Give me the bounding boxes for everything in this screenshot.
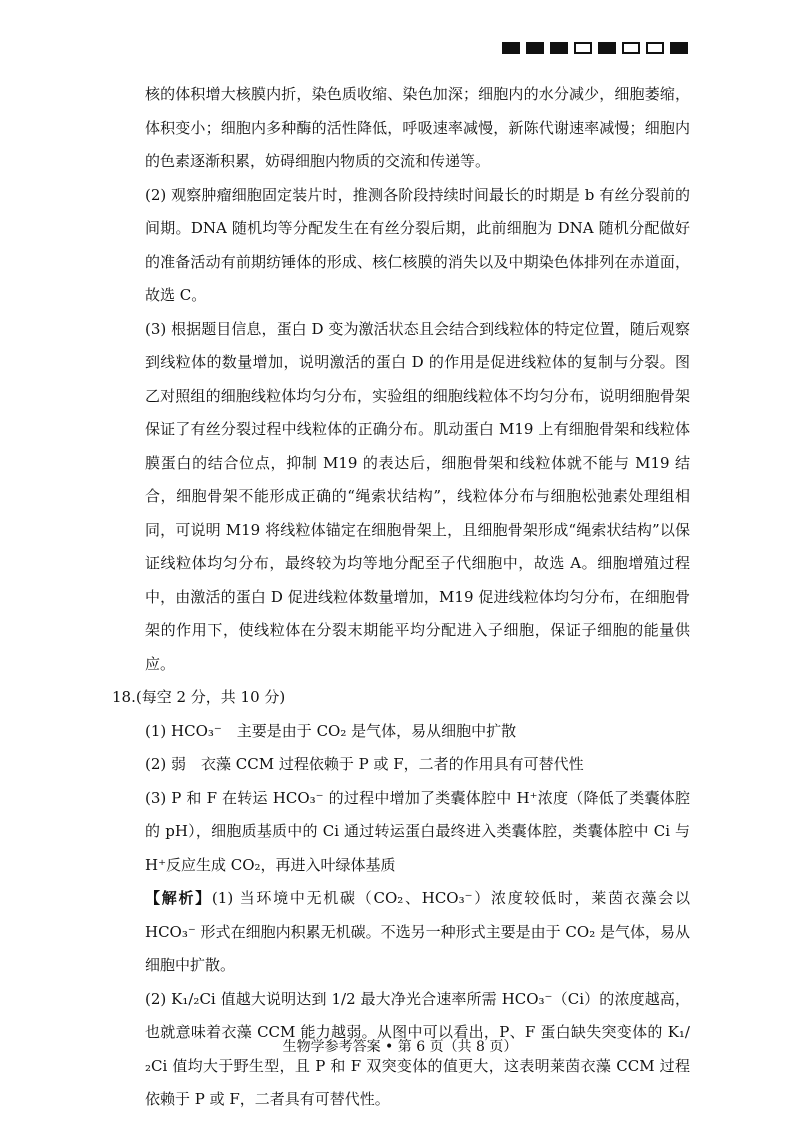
q18-explanation-1-text: (1) 当环境中无机碳（CO₂、HCO₃⁻）浓度较低时，莱茵衣藻会以 HCO₃⁻ 形式在细胞内积累无机碳。不选另一种形式主要是由于 CO₂ 是气体，易从细胞中扩散。 — [145, 889, 690, 974]
header-mark — [670, 42, 688, 54]
q18-heading — [112, 681, 690, 715]
header-mark — [622, 42, 640, 54]
q18-answer-2: (2) 弱 衣藻 CCM 过程依赖于 P 或 F，二者的作用具有可替代性 — [145, 755, 584, 773]
answer-content — [112, 78, 690, 1117]
q17-paragraph-3: (3) 根据题目信息，蛋白 D 变为激活状态且会结合到线粒体的特定位置，随后观察到线粒体的数量增加，说明激活的蛋白 D 的作用是促进线粒体的复制与分裂。图乙对照组的细胞线粒体均匀分布，实验组的细胞线粒体不均匀分布，说明细胞骨架保证了有丝分裂过程中线粒体的正确分布。肌动蛋白 M19 上有细胞骨架和线粒体膜蛋白的结合位点，抑制 M19 的表达后，细胞骨架和线粒体就不能与 M19 结合，细胞骨架不能形成正确的“绳索状结构”，线粒体分布与细胞松弛素处理组相同，可说明 M19 将线粒体锚定在细胞骨架上，且细胞骨架形成“绳索状结构”以保证线粒体均匀分布，最终较为均等地分配至子代细胞中，故选 A。细胞增殖过程中，由激活的蛋白 D 促进线粒体数量增加，M19 促进线粒体均匀分布，在细胞骨架的作用下，使线粒体在分裂末期能平均分配进入子细胞，保证子细胞的能量供应。 — [145, 319, 690, 673]
q18-number: 18. — [112, 688, 136, 706]
q18-answer-1: (1) HCO₃⁻ 主要是由于 CO₂ 是气体，易从细胞中扩散 — [145, 721, 517, 740]
header-mark — [646, 42, 664, 54]
header-mark — [550, 42, 568, 54]
header-mark — [526, 42, 544, 54]
header-mark — [574, 42, 592, 54]
header-marks — [502, 42, 688, 54]
header-mark — [502, 42, 520, 54]
q18-explanation-1 — [145, 882, 690, 983]
analysis-tag: 【解析】 — [145, 889, 212, 907]
q17-paragraph-2: (2) 观察肿瘤细胞固定装片时，推测各阶段持续时间最长的时期是 b 有丝分裂前的间期。DNA 随机均等分配发生在有丝分裂后期，此前细胞为 DNA 随机分配做好的准备活动有前期纺锤体的形成、核仁核膜的消失以及中期染色体排列在赤道面，故选 C。 — [145, 185, 690, 304]
q18-explanation-2: (2) K₁/₂Ci 值越大说明达到 1/2 最大净光合速率所需 HCO₃⁻（Ci）的浓度越高，也就意味着衣藻 CCM 能力越弱。从图中可以看出，P、F 蛋白缺失突变体的 K₁/₂Ci 值均大于野生型，且 P 和 F 双突变体的值更大，这表明莱茵衣藻 CCM 过程依赖于 P 或 F，二者具有可替代性。 — [145, 989, 690, 1108]
q18-answer-3: (3) P 和 F 在转运 HCO₃⁻ 的过程中增加了类囊体腔中 H⁺浓度（降低了类囊体腔的 pH），细胞质基质中的 Ci 通过转运蛋白最终进入类囊体腔，类囊体腔中 Ci 与 H⁺反应生成 CO₂，再进入叶绿体基质 — [145, 788, 690, 874]
q18-score: (每空 2 分，共 10 分) — [135, 688, 286, 706]
page-footer: 生物学参考答案 • 第 6 页（共 8 页） — [282, 1039, 518, 1055]
header-mark — [598, 42, 616, 54]
q17-paragraph-1: 核的体积增大核膜内折，染色质收缩、染色加深；细胞内的水分减少，细胞萎缩，体积变小；细胞内多种酶的活性降低，呼吸速率减慢，新陈代谢速率减慢；细胞内的色素逐渐积累，妨碍细胞内物质的交流和传递等。 — [145, 85, 690, 170]
